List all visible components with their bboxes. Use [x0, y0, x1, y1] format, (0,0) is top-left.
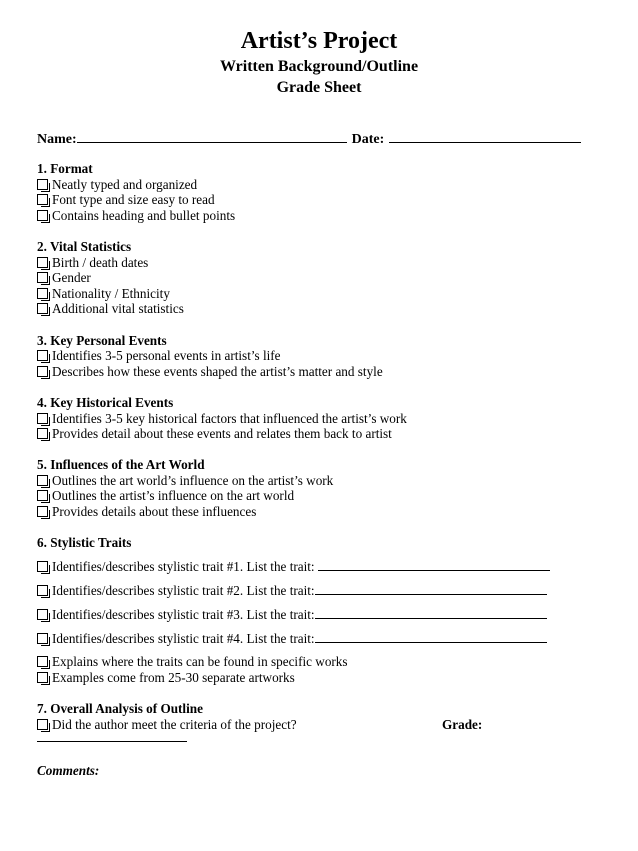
list-item: Gender	[37, 270, 597, 286]
list-item: Identifies 3-5 key historical factors that influenced the artist’s work	[37, 411, 597, 427]
list-item: Outlines the art world’s influence on the artist’s work	[37, 473, 597, 489]
section-title: 1. Format	[37, 161, 93, 176]
list-item: Provides detail about these events and relates them back to artist	[37, 426, 597, 442]
section-title: 3. Key Personal Events	[37, 332, 167, 348]
list-item: Examples come from 25-30 separate artworks	[37, 670, 597, 686]
checkbox-icon[interactable]	[37, 303, 48, 314]
page-title: Artist’s Project	[240, 28, 398, 54]
checkbox-icon[interactable]	[37, 272, 48, 283]
list-item: Explains where the traits can be found in specific works	[37, 654, 597, 670]
section-format	[37, 161, 597, 223]
date-field-line[interactable]	[389, 128, 581, 143]
name-label: Name:	[37, 132, 77, 147]
list-item: Font type and size easy to read	[37, 192, 597, 208]
list-item: Contains heading and bullet points	[37, 208, 597, 224]
list-item: Describes how these events shaped the artist’s matter and style	[37, 364, 597, 380]
checkbox-icon[interactable]	[37, 194, 48, 205]
name-field-line[interactable]	[77, 128, 347, 143]
checkbox-icon[interactable]	[37, 257, 48, 268]
list-item: Additional vital statistics	[37, 301, 597, 317]
checkbox-icon[interactable]	[37, 506, 48, 517]
section-title: 4. Key Historical Events	[37, 394, 174, 410]
section-title: 2. Vital Statistics	[37, 238, 132, 254]
list-item: Neatly typed and organized	[37, 177, 597, 193]
trait-answer-line[interactable]	[315, 582, 547, 595]
list-item: Birth / death dates	[37, 255, 597, 271]
checkbox-icon[interactable]	[37, 179, 48, 190]
page-subtitle: Written Background/Outline	[219, 58, 419, 75]
list-item: Outlines the artist’s influence on the art world	[37, 488, 597, 504]
section-title: 7. Overall Analysis of Outline	[37, 701, 203, 716]
trait-row: Identifies/describes stylistic trait #2. List the trait:	[37, 582, 597, 599]
header	[0, 26, 638, 98]
section-influences	[37, 457, 597, 519]
checkbox-icon[interactable]	[37, 288, 48, 299]
date-label: Date:	[351, 132, 385, 147]
checkbox-icon[interactable]	[37, 656, 48, 667]
checkbox-icon[interactable]	[37, 413, 48, 424]
checkbox-icon[interactable]	[37, 719, 48, 730]
checkbox-icon[interactable]	[37, 210, 48, 221]
trait-row: Identifies/describes stylistic trait #3. List the trait:	[37, 606, 597, 623]
criteria-list	[37, 161, 597, 794]
checkbox-icon[interactable]	[37, 633, 48, 644]
grade-label: Grade:	[442, 716, 483, 732]
trait-answer-line[interactable]	[318, 558, 550, 571]
checkbox-icon[interactable]	[37, 350, 48, 361]
comments-label: Comments:	[37, 763, 100, 779]
checkbox-icon[interactable]	[37, 585, 48, 596]
checkbox-icon[interactable]	[37, 672, 48, 683]
trait-answer-line[interactable]	[315, 630, 547, 643]
name-date-row	[37, 128, 581, 149]
list-item: Nationality / Ethnicity	[37, 286, 597, 302]
section-vital-statistics	[37, 239, 597, 317]
list-item: Provides details about these influences	[37, 504, 597, 520]
section-stylistic-traits	[37, 535, 597, 685]
checkbox-icon[interactable]	[37, 475, 48, 486]
checkbox-icon[interactable]	[37, 490, 48, 501]
section-overall-analysis	[37, 701, 597, 779]
trait-row: Identifies/describes stylistic trait #1. List the trait:	[37, 558, 597, 575]
section-title: 6. Stylistic Traits	[37, 535, 132, 551]
page-subtitle-grade-sheet: Grade Sheet	[276, 79, 362, 96]
traits-list	[37, 558, 597, 647]
checkbox-icon[interactable]	[37, 428, 48, 439]
section-key-personal-events	[37, 333, 597, 380]
trait-row: Identifies/describes stylistic trait #4. List the trait:	[37, 630, 597, 647]
section-title: 5. Influences of the Art World	[37, 457, 205, 473]
checkbox-icon[interactable]	[37, 366, 48, 377]
checkbox-icon[interactable]	[37, 609, 48, 620]
list-item: Did the author meet the criteria of the project? Grade:	[37, 717, 597, 733]
trait-answer-line[interactable]	[315, 606, 547, 619]
section-key-historical-events	[37, 395, 597, 442]
grade-answer-line[interactable]	[37, 732, 187, 742]
list-item: Identifies 3-5 personal events in artist’s life	[37, 348, 597, 364]
checkbox-icon[interactable]	[37, 561, 48, 572]
